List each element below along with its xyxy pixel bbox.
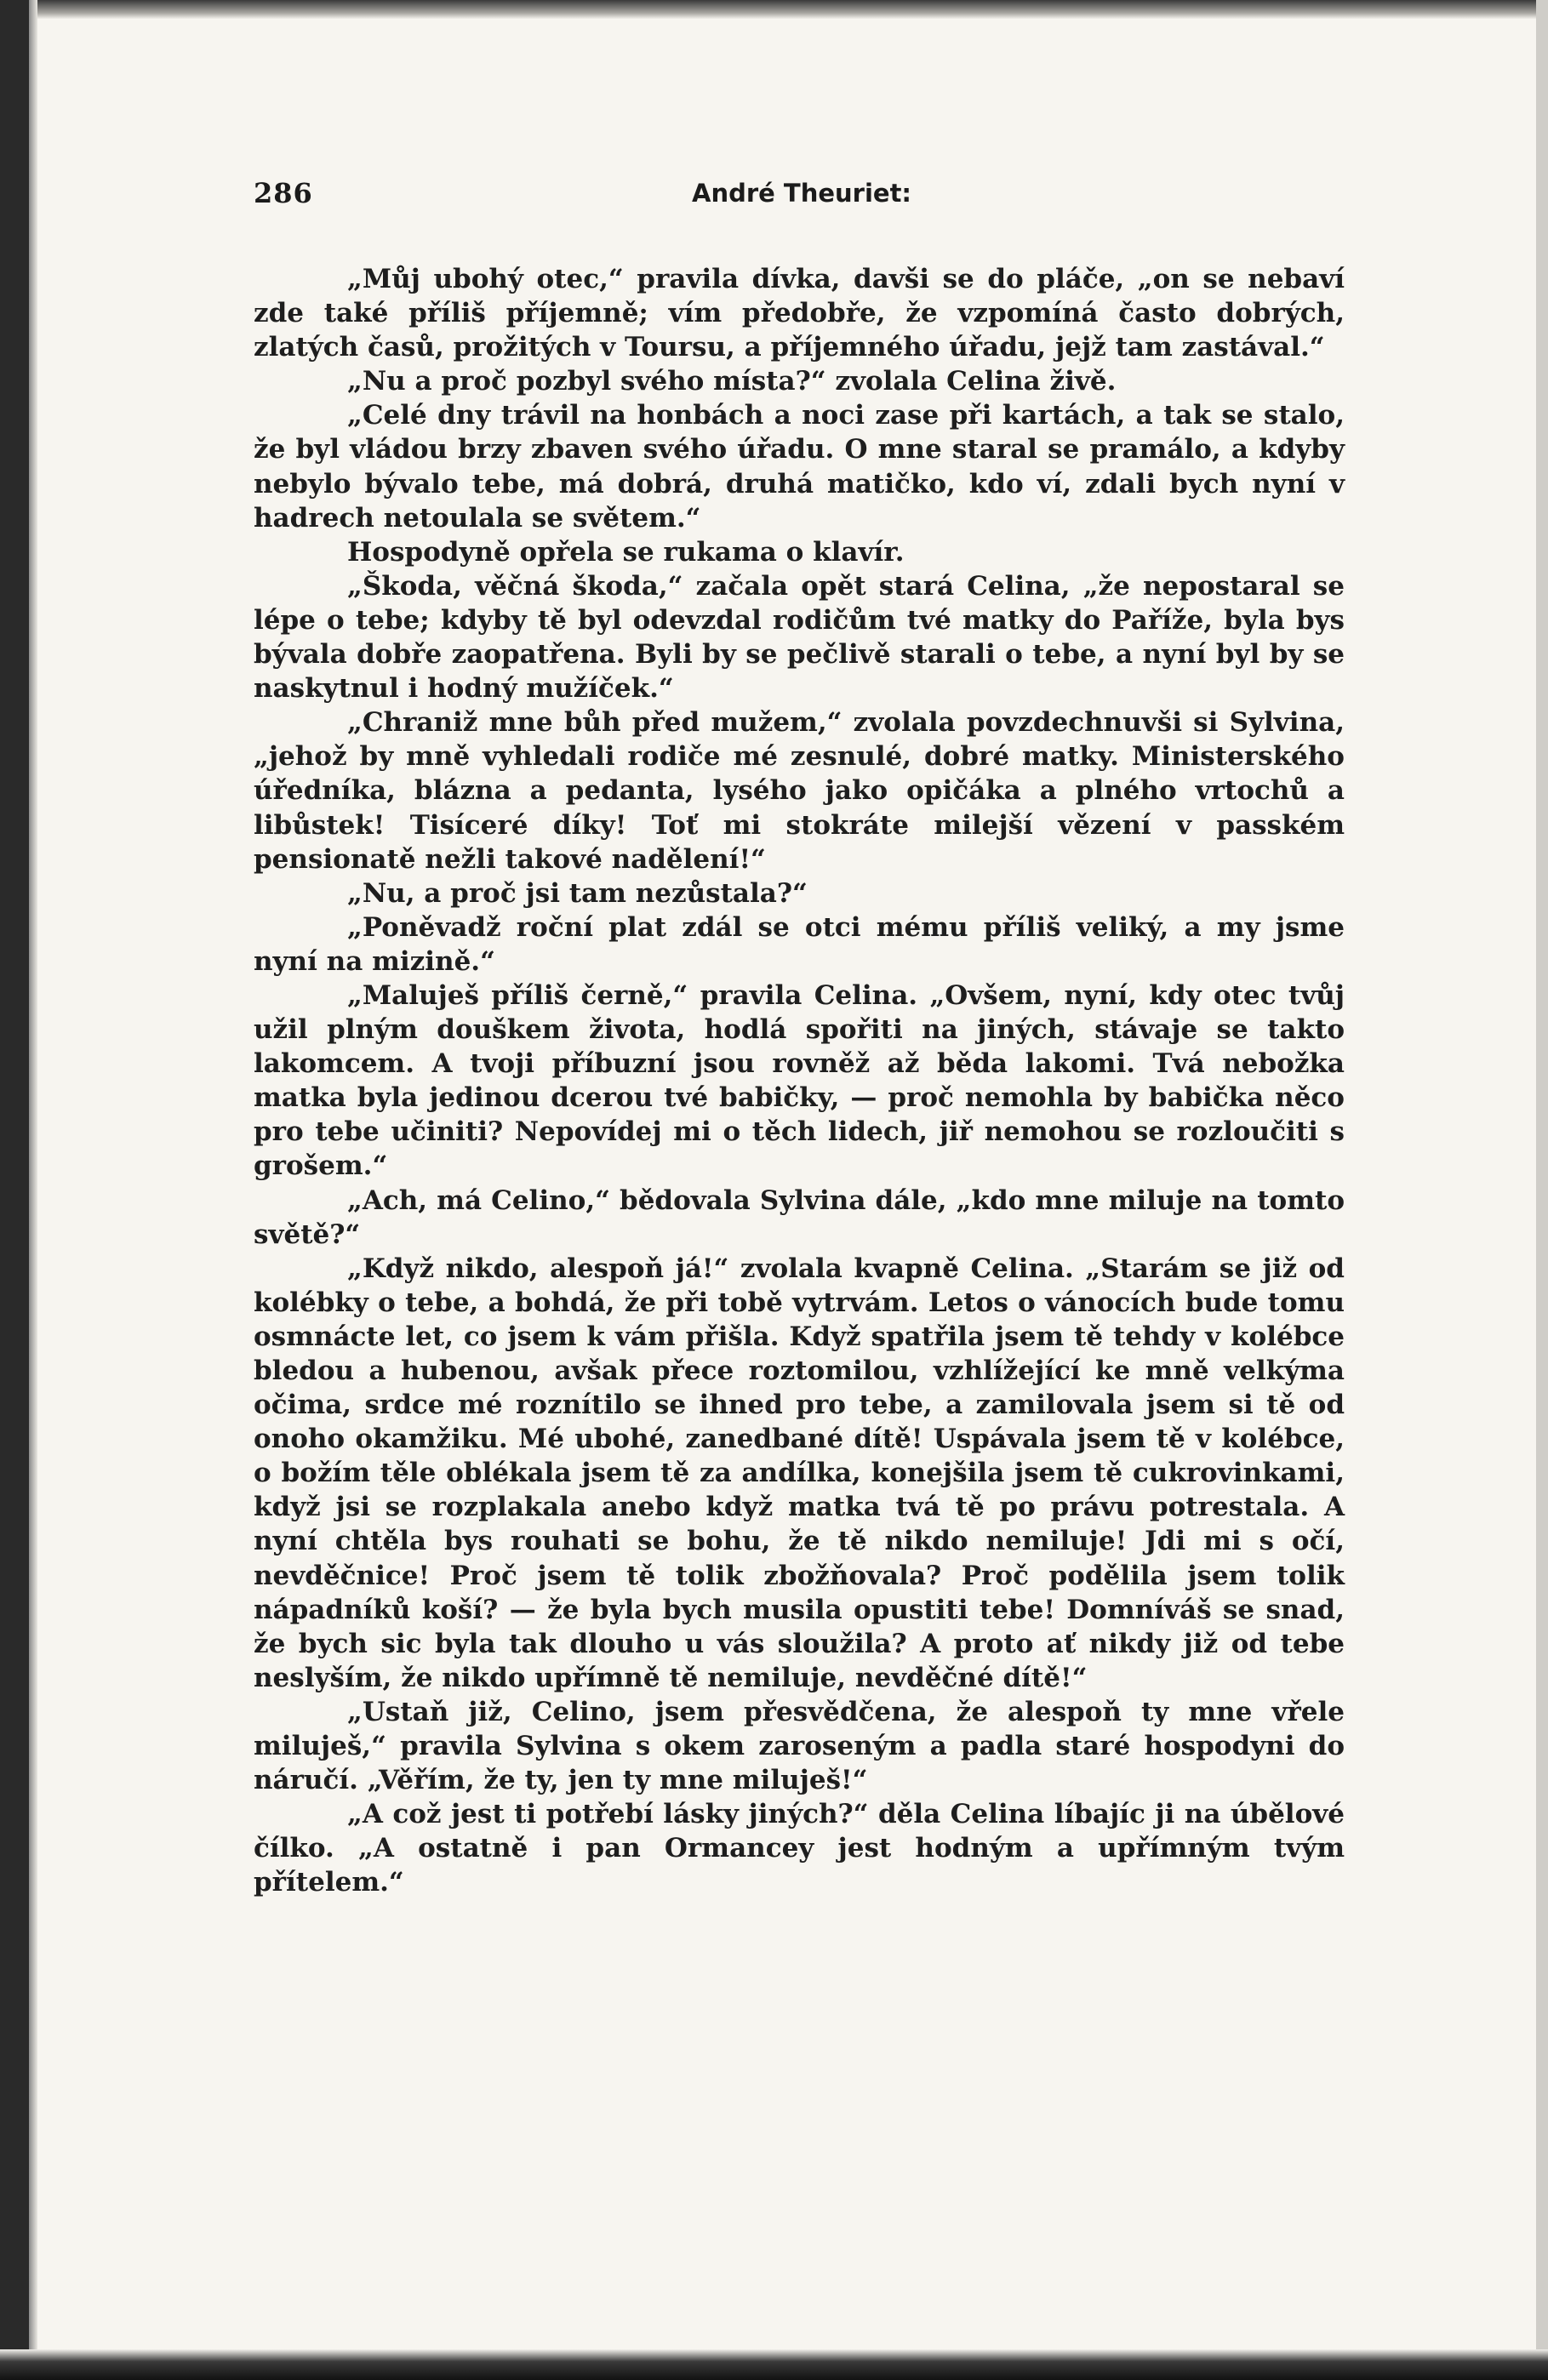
paragraph: „Chraniž mne bůh před mužem,“ zvolala povzdechnuvši si Sylvina, „jehož by mně vyhledali rodiče mé zesnulé, dobré matky. Ministerského úředníka, blázna a pedanta, lysého jako opičáka a plného vrtochů a libůstek! Tisíceré díky! Toť mi stokráte milejší vězení v pasském pensionatě nežli takové nadělení!“ xyxy=(254,707,1345,875)
paragraph: „Nu, a proč jsi tam nezůstala?“ xyxy=(347,877,808,909)
paragraph: „Ach, má Celino,“ bědovala Sylvina dále, „kdo mne miluje na tomto světě?“ xyxy=(254,1184,1345,1250)
scan-right-edge xyxy=(1536,0,1548,2380)
paragraph: „Celé dny trávil na honbách a noci zase při kartách, a tak se stalo, že byl vládou brzy zbaven svého úřadu. O mne staral se pramálo, a kdyby nebylo bývalo tebe, má dobrá, druhá matičko, kdo ví, zdali bych nyní v hadrech netoulala se světem.“ xyxy=(254,400,1345,534)
paragraph: „Když nikdo, alespoň já!“ zvolala kvapně Celina. „Starám se již od kolébky o tebe, a bohdá, že při tobě vytrvám. Letos o vánocích bude tomu osmnácte let, co jsem k vám přišla. Když spatřila jsem tě tehdy v kolébce bledou a hubenou, avšak přece roztomilou, vzhlížející ke mně velkýma očima, srdce mé roznítilo se ihned pro tebe, a zamilovala jsem si tě od onoho okamžiku. Mé ubohé, zanedbané dítě! Uspávala jsem tě v kolébce, o božím těle oblékala jsem tě za andílka, konejšila jsem tě cukrovinkami, když jsi se rozplakala anebo když matka tvá tě po právu potrestala. A nyní chtěla bys rouhati se bohu, že tě nikdo nemiluje! Jdi mi s očí, nevděčnice! Proč jsem tě tolik zbožňovala? Proč podělila jsem tolik nápadníků koší? — že byla bych musila opustiti tebe! Domníváš se snad, že bych sic byla tak dlouho u vás sloužila? A proto ať nikdy již od tebe neslyším, že nikdo upřímně tě nemiluje, nevděčné dítě!“ xyxy=(254,1253,1345,1693)
paragraph: „A což jest ti potřebí lásky jiných?“ děla Celina líbajíc ji na úbělové čílko. „A ostatně i pan Ormancey jest hodným a upřímným tvým přítelem.“ xyxy=(254,1799,1345,1898)
paragraph: „Maluješ příliš černě,“ pravila Celina. „Ovšem, nyní, kdy otec tvůj užil plným douškem života, hodlá spořiti na jiných, stávaje se takto lakomcem. A tvoji příbuzní jsou rovněž až běda lakomi. Tvá nebožka matka byla jedinou dcerou tvé babičky, — proč nemohla by babička něco pro tebe učiniti? Nepovídej mi o těch lidech, jiř nemohou se rozloučiti s grošem.“ xyxy=(254,979,1345,1182)
paragraph: „Nu a proč pozbyl svého místa?“ zvolala Celina živě. xyxy=(347,366,1117,397)
paragraph: „Poněvadž roční plat zdál se otci mému příliš veliký, a my jsme nyní na mizině.“ xyxy=(254,911,1345,977)
running-head: André Theuriet: xyxy=(692,179,912,208)
body-text xyxy=(254,262,1345,1900)
scan-left-edge xyxy=(0,0,29,2380)
paragraph: „Můj ubohý otec,“ pravila dívka, davši se do pláče, „on se nebaví zde také příliš příjemně; vím předobře, že vzpomíná často dobrých, zlatých časů, prožitých v Toursu, a příjemného úřadu, jejž tam zastával.“ xyxy=(254,264,1345,363)
scan-top-edge xyxy=(0,0,1548,19)
page-header xyxy=(254,177,1343,220)
scan-left-shadow xyxy=(29,0,37,2380)
paragraph: „Škoda, věčná škoda,“ začala opět stará Celina, „že nepostaral se lépe o tebe; kdyby tě byl odevzdal rodičům tvé matky do Paříže, byla bys bývala dobře zaopatřena. Byli by se pečlivě starali o tebe, a nyní byl by se naskytnul i hodný mužíček.“ xyxy=(254,570,1345,705)
page-number: 286 xyxy=(254,177,313,209)
scan-bottom-edge xyxy=(0,2349,1548,2380)
paragraph: „Ustaň již, Celino, jsem přesvědčena, že alespoň ty mne vřele miluješ,“ pravila Sylvina s okem zaroseným a padla staré hospodyni do náručí. „Věřím, že ty, jen ty mne miluješ!“ xyxy=(254,1696,1345,1796)
paragraph: Hospodyně opřela se rukama o klavír. xyxy=(347,536,905,568)
